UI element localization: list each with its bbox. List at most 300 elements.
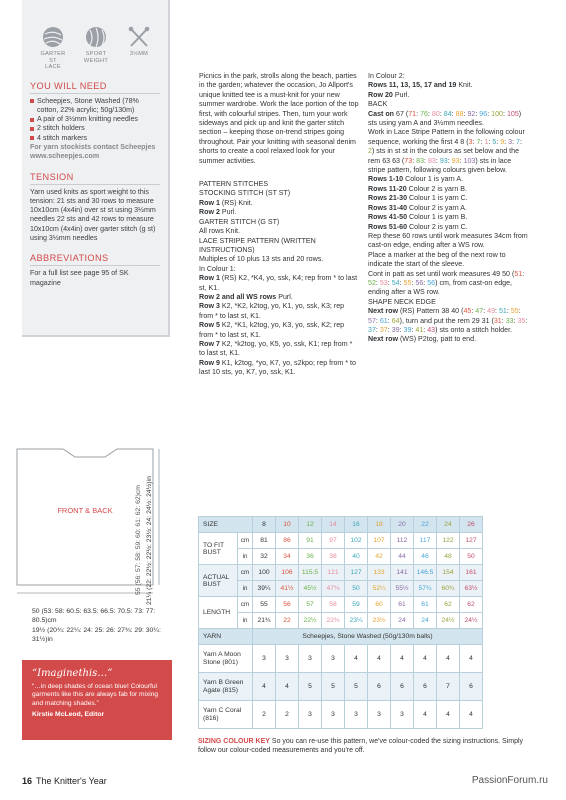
size-value: 92 <box>467 109 476 118</box>
icon-row <box>30 0 160 71</box>
instruction <box>368 185 528 194</box>
table-cell: 55 <box>253 597 276 613</box>
size-cell: 20 <box>391 517 414 533</box>
table-cell: 4 <box>253 673 276 701</box>
diagram-label: FRONT & BACK <box>57 506 113 515</box>
size-value: 35 <box>517 316 526 325</box>
quote-body: “…in deep shades of ocean blue! Colourful garments like this are always fab for mixing and matching shades.” <box>32 683 159 707</box>
row-label: Rows 41-50 <box>368 213 408 222</box>
size-cell: 22 <box>414 517 437 533</box>
table-row <box>199 613 483 629</box>
page-footer <box>22 776 107 786</box>
table-cell: 4 <box>460 645 483 673</box>
row-label: Row 2 and all WS rows <box>199 292 277 301</box>
row-label: Row 20 <box>368 90 393 99</box>
heading: LACE STRIPE PATTERN (WRITTEN INSTRUCTIONS) <box>199 236 316 254</box>
size-value: 103 <box>463 156 476 165</box>
unit-cell: cm <box>238 533 253 549</box>
size-value: 45 <box>463 307 472 316</box>
table-cell: 127 <box>345 565 368 581</box>
table-cell: 154 <box>437 565 460 581</box>
size-value: 71 <box>408 109 417 118</box>
size-value: 63 <box>392 156 400 165</box>
size-cell: 18 <box>368 517 391 533</box>
size-value: 3 <box>468 137 473 146</box>
table-cell: 112 <box>391 533 414 549</box>
size-value: 55 <box>510 307 519 316</box>
row-label: Rows 11, 13, 15, 17 and 19 <box>368 81 457 90</box>
table-cell: 42 <box>368 549 391 565</box>
size-value: 73 <box>404 156 413 165</box>
size-value: 39 <box>403 325 412 334</box>
size-table <box>198 516 483 729</box>
row-text: K2, *k2tog, yo, K5, yo, ssk, K1; rep from * to last st, K1. <box>199 339 353 358</box>
row-text: , turn and put the rem 29 <box>401 316 480 325</box>
unit-cell: cm <box>238 597 253 613</box>
instruction <box>199 199 359 208</box>
quote-box <box>22 660 172 740</box>
table-cell: 3 <box>299 701 322 729</box>
table-row <box>199 597 483 613</box>
table-cell: 7 <box>437 673 460 701</box>
sport-weight-item <box>81 26 111 71</box>
instruction <box>368 128 528 175</box>
intro-text: Picnics in the park, strolls along the beach, parties in the garden; whatever the occasion, Jo Allport's unique knitted tee is a must-knit for your new summer wardrobe. Work the lace portion of the top first, with colourful stripes. Then, turn your work sideways and pick up and knit the garter stitch section – keeping those on-trend stripes going throughout. Pair your knitting with seasonal denim shorts to create a cool relaxed look for your summer activities. <box>199 72 359 165</box>
size-value: 8 <box>460 137 465 146</box>
row-label: Next row <box>368 307 398 316</box>
table-cell: 39¼ <box>253 581 276 597</box>
table-row <box>199 533 483 549</box>
table-cell: 4 <box>345 645 368 673</box>
table-cell: 61 <box>414 597 437 613</box>
size-value: 9 <box>500 137 505 146</box>
table-cell: 46 <box>414 549 437 565</box>
table-row <box>199 517 483 533</box>
size-value: 93 <box>451 156 460 165</box>
size-value: 93 <box>439 156 448 165</box>
garter-lace-item <box>38 26 68 71</box>
instruction: In Colour 1: <box>199 264 236 273</box>
table-cell: 41½ <box>276 581 299 597</box>
row-label: TO FIT BUST <box>199 533 238 565</box>
instruction <box>199 293 359 302</box>
size-value: 5 <box>492 137 497 146</box>
row-text: Colour 2 is yarn B. <box>406 184 467 193</box>
yarn-label: Yarn B Green Agate (815) <box>199 673 253 701</box>
heading: STOCKING STITCH (ST ST) <box>199 189 291 198</box>
yarn-label: Yarn C Coral (816) <box>199 701 253 729</box>
table-cell: 4 <box>460 701 483 729</box>
instruction <box>199 340 359 359</box>
table-cell: 3 <box>345 701 368 729</box>
size-sequence: 40 (45: 47: 49: 51: 55: 57: 61: 64) <box>368 307 521 325</box>
size-value: 88 <box>455 109 464 118</box>
unit-cell: in <box>238 581 253 597</box>
info-panel <box>22 0 170 337</box>
table-cell: 44 <box>391 549 414 565</box>
back-column <box>368 72 528 345</box>
table-cell: 24½ <box>460 613 483 629</box>
instruction <box>199 302 359 321</box>
instruction <box>368 110 528 129</box>
size-value: 100 <box>491 109 503 118</box>
row-label: Row 9 <box>199 358 220 367</box>
heading: BACK <box>368 100 388 109</box>
table-cell: 22¾ <box>322 613 345 629</box>
yarn-ball-icon <box>84 26 108 48</box>
size-value: 61 <box>379 316 388 325</box>
table-cell: 24 <box>391 613 414 629</box>
list-item: A pair of 3½mm knitting needles <box>30 115 160 124</box>
instruction: In Colour 2: <box>368 72 405 80</box>
size-value: 83 <box>416 156 425 165</box>
instruction <box>368 335 528 344</box>
size-value: 31 <box>493 316 502 325</box>
quote-title: “Imaginethis…” <box>32 668 113 679</box>
row-text: (RS) K2, *K4, yo, ssk, K4; rep from * to last st, K1. <box>199 274 358 292</box>
instruction <box>368 204 528 213</box>
row-text: (RS) Knit. <box>219 198 253 207</box>
size-value: 39 <box>391 325 400 334</box>
size-value: 56 <box>415 278 424 287</box>
size-value: 1 <box>484 137 489 146</box>
table-row <box>199 629 483 645</box>
table-cell: 91 <box>299 533 322 549</box>
row-text: Work in Lace Stripe Pattern in the following colour sequence, working the first 4 <box>368 128 525 146</box>
table-row <box>199 701 483 729</box>
row-text: Colour 2 is yarn A. <box>407 203 467 212</box>
row-text: K1, k2tog, *yo, K7, yo, s2kpo; rep from * to last 10 sts, yo, K7, yo, ssk, K1. <box>199 358 356 377</box>
table-cell: 2 <box>276 701 299 729</box>
table-cell: 52¼ <box>368 581 391 597</box>
size-value: 7 <box>476 137 481 146</box>
table-cell: 21¾ <box>253 613 276 629</box>
size-value: 105 <box>506 109 519 118</box>
size-sequence: 8 (3: 7: 1: 5: 9: 3: 7: 2) <box>368 137 522 156</box>
abbr-text: For a full list see page 95 of SK magazine <box>30 269 129 287</box>
size-cell: 12 <box>299 517 322 533</box>
table-cell: 5 <box>299 673 322 701</box>
row-label: Rows 11-20 <box>368 184 407 193</box>
row-text: Colour 1 is yarn B. <box>407 213 468 222</box>
table-cell: 57 <box>299 597 322 613</box>
table-cell: 40 <box>345 549 368 565</box>
table-row <box>199 581 483 597</box>
garment-diagram <box>13 425 168 605</box>
size-cell: 8 <box>253 517 276 533</box>
table-cell: 3 <box>368 701 391 729</box>
table-cell: 50 <box>460 549 483 565</box>
size-value: 31 <box>481 316 490 325</box>
size-value: 49 <box>487 307 496 316</box>
table-cell: 6 <box>368 673 391 701</box>
sizing-key-label: SIZING COLOUR KEY <box>198 738 270 745</box>
row-label: LENGTH <box>199 597 238 629</box>
instruction: Rep these 60 rows until work measures 34cm from cast-on edge, ending after a WS row. <box>368 231 528 250</box>
table-cell: 3 <box>276 645 299 673</box>
instruction <box>199 359 359 378</box>
size-value: 67 <box>396 109 404 118</box>
size-value: 40 <box>451 307 460 316</box>
table-cell: 38 <box>322 549 345 565</box>
table-cell: 86 <box>276 533 299 549</box>
need-heading: YOU WILL NEED <box>30 81 160 94</box>
list-item: 4 stitch markers <box>30 134 160 143</box>
size-value: 7 <box>516 137 520 146</box>
width-in-label: 19½ (20¾: 22¼: 24: 25: 26: 27¾: 29: 30¼: 31½)in <box>32 627 161 643</box>
table-cell: 2 <box>253 701 276 729</box>
size-value: 55 <box>403 278 412 287</box>
table-row <box>199 673 483 701</box>
table-cell: 4 <box>391 645 414 673</box>
unit-cell: in <box>238 549 253 565</box>
sizing-key <box>198 737 538 755</box>
instruction <box>368 270 528 298</box>
needles-item <box>124 26 154 71</box>
list-item: Scheepjes, Stone Washed (78% cotton, 22% acrylic; 50g/130m) <box>30 97 160 116</box>
row-label: Cast on <box>368 109 395 118</box>
needles-icon <box>127 26 151 48</box>
row-label: Row 1 <box>199 274 220 283</box>
table-cell: 58 <box>322 597 345 613</box>
icon-label: GARTER ST <box>40 51 66 64</box>
table-cell: 106 <box>276 565 299 581</box>
table-cell: 61 <box>391 597 414 613</box>
size-value: 37 <box>368 325 376 334</box>
table-cell: 100 <box>253 565 276 581</box>
row-label: Row 3 <box>199 302 220 311</box>
size-value: 56 <box>427 278 436 287</box>
table-cell: 4 <box>414 645 437 673</box>
size-value: 2 <box>368 147 372 156</box>
instruction <box>368 91 528 100</box>
table-cell: 59 <box>345 597 368 613</box>
size-value: 51 <box>498 307 507 316</box>
table-cell: 56 <box>276 597 299 613</box>
size-sequence: 31 (31: 33: 35: 37: 37: 39: 39: 41: 43) <box>368 316 528 334</box>
table-cell: 62 <box>460 597 483 613</box>
height-cm-label: 55 (56: 57: 58: 59: 60: 61: 62: 62)cm <box>135 485 142 595</box>
table-row <box>199 565 483 581</box>
table-cell: 32 <box>253 549 276 565</box>
size-cell: 16 <box>345 517 368 533</box>
row-text: K2, *K1, k2tog, yo, K3, yo, ssk, K2; rep from * to last st, K1. <box>199 321 345 339</box>
row-label: Rows 31-40 <box>368 203 408 212</box>
table-cell: 4 <box>437 701 460 729</box>
yarn-header: YARN <box>199 629 253 645</box>
instruction: Place a marker at the beg of the next row to indicate the start of the sleeve. <box>368 250 506 269</box>
table-cell: 133 <box>368 565 391 581</box>
unit-cell: in <box>238 613 253 629</box>
table-cell: 24½ <box>437 613 460 629</box>
table-cell: 36 <box>299 549 322 565</box>
row-text: Colour 1 is yarn C. <box>407 194 468 203</box>
row-text: Colour 2 is yarn C. <box>407 222 468 231</box>
rows-list <box>368 175 528 231</box>
row-text: Colour 1 is yarn A. <box>403 175 464 184</box>
table-cell: 3 <box>391 701 414 729</box>
tension-heading: TENSION <box>30 172 160 185</box>
size-value: 76 <box>420 109 428 118</box>
table-cell: 115.5 <box>299 565 322 581</box>
need-list <box>30 97 160 143</box>
instruction <box>368 223 528 232</box>
size-cell: 26 <box>460 517 483 533</box>
tension-text: Yarn used knits as sport weight to this tension: 21 sts and 30 rows to measure 10x10cm (4x4in) over st st using 3½mm needles 22 sts and 42 rows to measure 10x10cm (4x4in) over garter stitch (g st) using 3½mm needles <box>30 187 156 243</box>
size-cell: 14 <box>322 517 345 533</box>
list-item: 2 stitch holders <box>30 124 160 133</box>
row-label: Next row <box>368 335 398 344</box>
size-value: 54 <box>391 278 400 287</box>
row-text: Purl. <box>219 208 237 217</box>
table-cell: 4 <box>276 673 299 701</box>
table-cell: 4 <box>368 645 391 673</box>
yarn-label: Yarn A Moon Stone (801) <box>199 645 253 673</box>
size-value: 43 <box>427 325 436 334</box>
instruction <box>199 274 359 293</box>
row-text: Cont in patt as set until work measures 49 <box>368 269 501 278</box>
table-cell: 141 <box>391 565 414 581</box>
table-cell: 60 <box>368 597 391 613</box>
size-sequence: 67 (71: 76: 80: 84: 88: 92: 96: 100: 105) <box>396 109 522 118</box>
row-text: (RS) Pattern 38 <box>397 307 450 316</box>
sizing-key-text: So you can re-use this pattern, we've colour-coded the sizing instructions. Simply follow our colour-coded measurements and you're off. <box>198 738 524 755</box>
size-value: 53 <box>379 278 388 287</box>
instruction <box>368 213 528 222</box>
row-text: (WS) P2tog, patt to end. <box>397 335 477 344</box>
table-cell: 122 <box>437 533 460 549</box>
row-label: Row 5 <box>199 321 220 330</box>
schematic-svg <box>13 425 168 605</box>
row-text: sts in lace stripe pattern, following colours given below. <box>368 156 512 175</box>
size-value: 47 <box>475 307 484 316</box>
table-cell: 4 <box>414 701 437 729</box>
table-cell: 22½ <box>299 613 322 629</box>
row-label: Rows 1-10 <box>368 175 404 184</box>
table-cell: 22 <box>276 613 299 629</box>
instruction <box>199 321 359 340</box>
table-cell: 3 <box>253 645 276 673</box>
instruction <box>368 175 528 184</box>
magazine-title: The Knitter's Year <box>36 776 107 786</box>
size-value: 84 <box>443 109 452 118</box>
table-cell: 121 <box>322 565 345 581</box>
table-row <box>199 645 483 673</box>
size-value: 96 <box>479 109 488 118</box>
size-value: 50 <box>502 269 510 278</box>
row-label: Row 2 <box>199 208 220 217</box>
row-label: ACTUAL BUST <box>199 565 238 597</box>
table-cell: 48 <box>437 549 460 565</box>
row-text: sts onto a stitch holder. <box>437 325 513 334</box>
table-cell: 50 <box>345 581 368 597</box>
instruction <box>368 81 528 90</box>
size-sequence: 50 (51: 52: 53: 54: 55: 56: 56) <box>368 269 525 287</box>
table-row <box>199 549 483 565</box>
table-cell: 45½ <box>299 581 322 597</box>
table-cell: 102 <box>345 533 368 549</box>
size-header: SIZE <box>199 517 253 533</box>
table-cell: 3 <box>322 645 345 673</box>
table-cell: 6 <box>414 673 437 701</box>
row-label: Rows 21-30 <box>368 194 408 203</box>
icon-label: WEIGHT <box>83 57 109 64</box>
table-cell: 107 <box>368 533 391 549</box>
size-value: 83 <box>427 156 436 165</box>
icon-label: SPORT <box>85 51 107 57</box>
size-value: 37 <box>379 325 388 334</box>
row-text: Knit. <box>456 81 473 90</box>
table-cell: 57¾ <box>414 581 437 597</box>
intro-column <box>199 72 359 378</box>
table-cell: 55½ <box>391 581 414 597</box>
table-cell: 127 <box>460 533 483 549</box>
instruction <box>199 208 359 217</box>
size-value: 3 <box>508 137 513 146</box>
size-cell: 10 <box>276 517 299 533</box>
table-cell: 23½ <box>368 613 391 629</box>
instruction: Multiples of 10 plus 13 sts and 20 rows. <box>199 255 324 264</box>
row-text: sts in st st in the colours as set below and the rem 63 <box>368 147 520 165</box>
table-cell: 6 <box>391 673 414 701</box>
unit-cell: cm <box>238 565 253 581</box>
yarn-ball-icon <box>41 26 65 48</box>
size-value: 80 <box>431 109 440 118</box>
table-cell: 63½ <box>460 581 483 597</box>
table-cell: 161 <box>460 565 483 581</box>
row-text: Purl. <box>276 292 293 301</box>
table-cell: 34 <box>276 549 299 565</box>
instruction <box>368 194 528 203</box>
heading: GARTER STITCH (G ST) <box>199 217 280 226</box>
size-value: 33 <box>505 316 514 325</box>
size-value: 64 <box>391 316 400 325</box>
table-cell: 3 <box>299 645 322 673</box>
quote-author: Kirstie McLeod, Editor <box>32 711 105 719</box>
instruction <box>368 307 528 335</box>
height-in-label: 21¼ (22: 22½: 22½: 23½: 24: 24½: 24½)in <box>146 476 153 605</box>
row-text: Purl. <box>392 90 410 99</box>
garment-outline <box>17 449 153 585</box>
table-cell: 6 <box>460 673 483 701</box>
abbr-heading: ABBREVIATIONS <box>30 253 160 266</box>
row-text: sts using yarn A and 3½mm needles. <box>368 119 484 128</box>
table-cell: 97 <box>322 533 345 549</box>
table-cell: 5 <box>345 673 368 701</box>
heading: SHAPE NECK EDGE <box>368 297 436 306</box>
size-value: 57 <box>368 316 376 325</box>
table-cell: 5 <box>322 673 345 701</box>
row-label: Rows 51-60 <box>368 222 408 231</box>
icon-label: LACE <box>45 64 61 70</box>
table-cell: 3 <box>322 701 345 729</box>
icon-label: 3½MM <box>129 51 149 57</box>
row-label: Row 1 <box>199 198 220 207</box>
row-text: K2, *K2, k2tog, yo, K1, yo, ssk, K3; rep from * to last st, K1. <box>199 302 345 320</box>
heading: PATTERN STITCHES <box>199 180 269 189</box>
size-cell: 24 <box>437 517 460 533</box>
stockists: For yarn stockists contact Scheepjes www.scheepjes.com <box>30 142 156 161</box>
width-cm-label: 50 (53: 58: 60.5: 63.5: 66.5: 70.5: 73: 77: 80.5)cm <box>32 608 156 624</box>
table-cell: 62 <box>437 597 460 613</box>
row-text: cm, from cast-on edge, ending after a WS row. <box>368 278 512 297</box>
size-value: 52 <box>368 278 376 287</box>
table-cell: 24 <box>414 613 437 629</box>
table-cell: 146.5 <box>414 565 437 581</box>
watermark: PassionForum.ru <box>471 775 548 786</box>
row-label: Row 7 <box>199 339 220 348</box>
size-value: 51 <box>514 269 523 278</box>
